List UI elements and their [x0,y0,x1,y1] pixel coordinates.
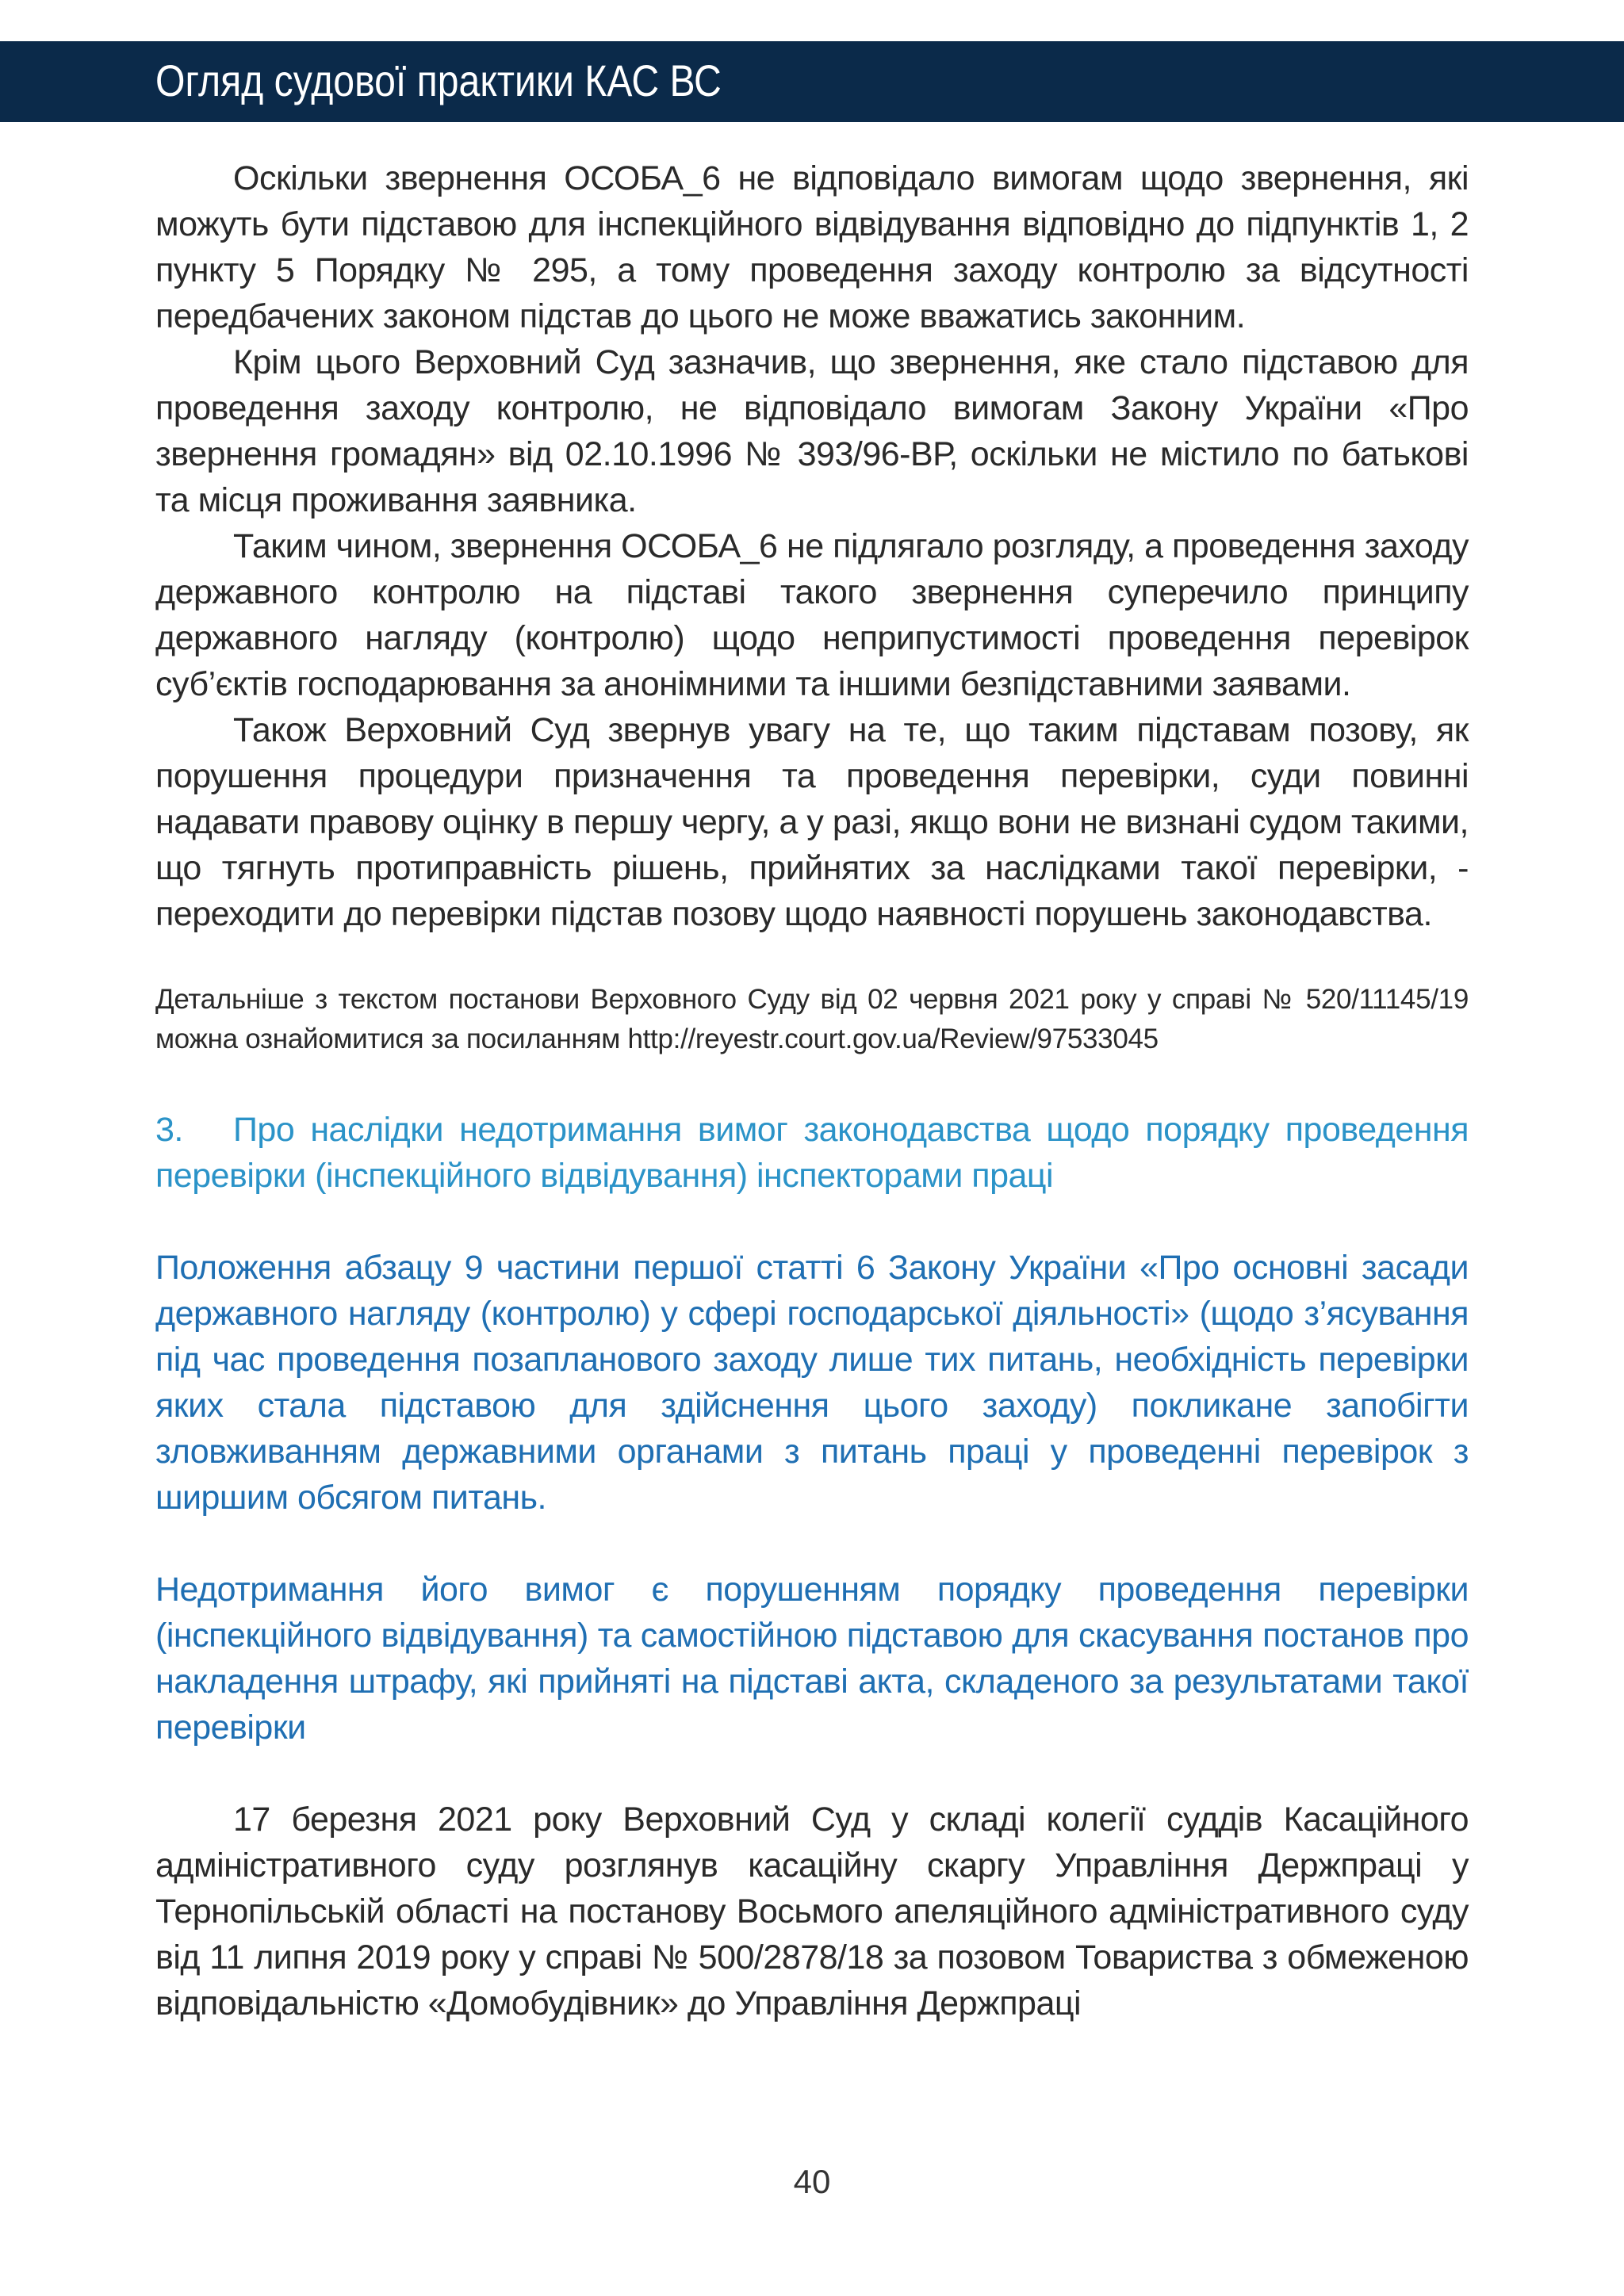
paragraph: Крім цього Верховний Суд зазначив, що звернення, яке стало підставою для проведення заходу контролю, не відповідало вимогам Закону України «Про звернення громадян» від 02.10.1996 № 393/96-ВР, оскільки не містило по батькові та місця проживання заявника. [155,343,1469,519]
reference-text: Детальніше з текстом постанови Верховного Суду від 02 червня 2021 року у справі № 520/11145/19 можна ознайомитися за посиланням [155,984,1469,1054]
reference-note [155,980,1469,1059]
section-number: 3. [155,1111,183,1149]
paragraph: 17 березня 2021 року Верховний Суд у складі колегії суддів Касаційного адміністративного суду розглянув касаційну скаргу Управління Держпраці у Тернопільській області на постанову Восьмого апеляційного адміністративного суду від 11 липня 2019 року у справі № 500/2878/18 за позовом Товариства з обмеженою відповідальністю «Домобудівник» до Управління Держпраці [155,1800,1469,2022]
paragraph: Таким чином, звернення ОСОБА_6 не підлягало розгляду, а проведення заходу державного контролю на підставі такого звернення суперечило принципу державного нагляду (контролю) щодо неприпустимості проведення перевірок суб’єктів господарювання за анонімними та іншими безпідставними заявами. [155,527,1469,703]
document-content [155,155,1469,2026]
legal-thesis: Положення абзацу 9 частини першої статті 6 Закону України «Про основні засади державного нагляду (контролю) у сфері господарської діяльності» (щодо з’ясування під час проведення позапланового заходу лише тих питань, необхідність перевірки яких стала підставою для здійснення цього заходу) покликане запобігти зловживанням державними органами з питань праці у проведенні перевірок з ширшим обсягом питань. [155,1249,1469,1517]
page-title: Огляд судової практики КАС ВС [155,55,722,105]
legal-thesis: Недотримання його вимог є порушенням порядку проведення перевірки (інспекційного відвідування) та самостійною підставою для скасування постанов про накладення штрафу, які прийняті на підставі акта, складеного за результатами такої перевірки [155,1571,1469,1747]
section-title: Про наслідки недотримання вимог законодавства щодо порядку проведення перевірки (інспекційного відвідування) інспекторами праці [155,1111,1469,1195]
page-number: 40 [793,2163,831,2200]
paragraph: Також Верховний Суд звернув увагу на те, що таким підставам позову, як порушення процедури призначення та проведення перевірки, суди повинні надавати правову оцінку в першу чергу, а у разі, якщо вони не визнані судом такими, що тягнуть протиправність рішень, прийнятих за наслідками такої перевірки, - переходити до перевірки підстав позову щодо наявності порушень законодавства. [155,711,1469,933]
section-heading [155,1107,1469,1199]
paragraph: Оскільки звернення ОСОБА_6 не відповідало вимогам щодо звернення, які можуть бути підставою для інспекційного відвідування відповідно до підпунктів 1, 2 пункту 5 Порядку № 295, а тому проведення заходу контролю за відсутності передбачених законом підстав до цього не може вважатись законним. [155,159,1469,335]
reference-link[interactable]: http://reyestr.court.gov.ua/Review/97533045 [627,1024,1159,1054]
